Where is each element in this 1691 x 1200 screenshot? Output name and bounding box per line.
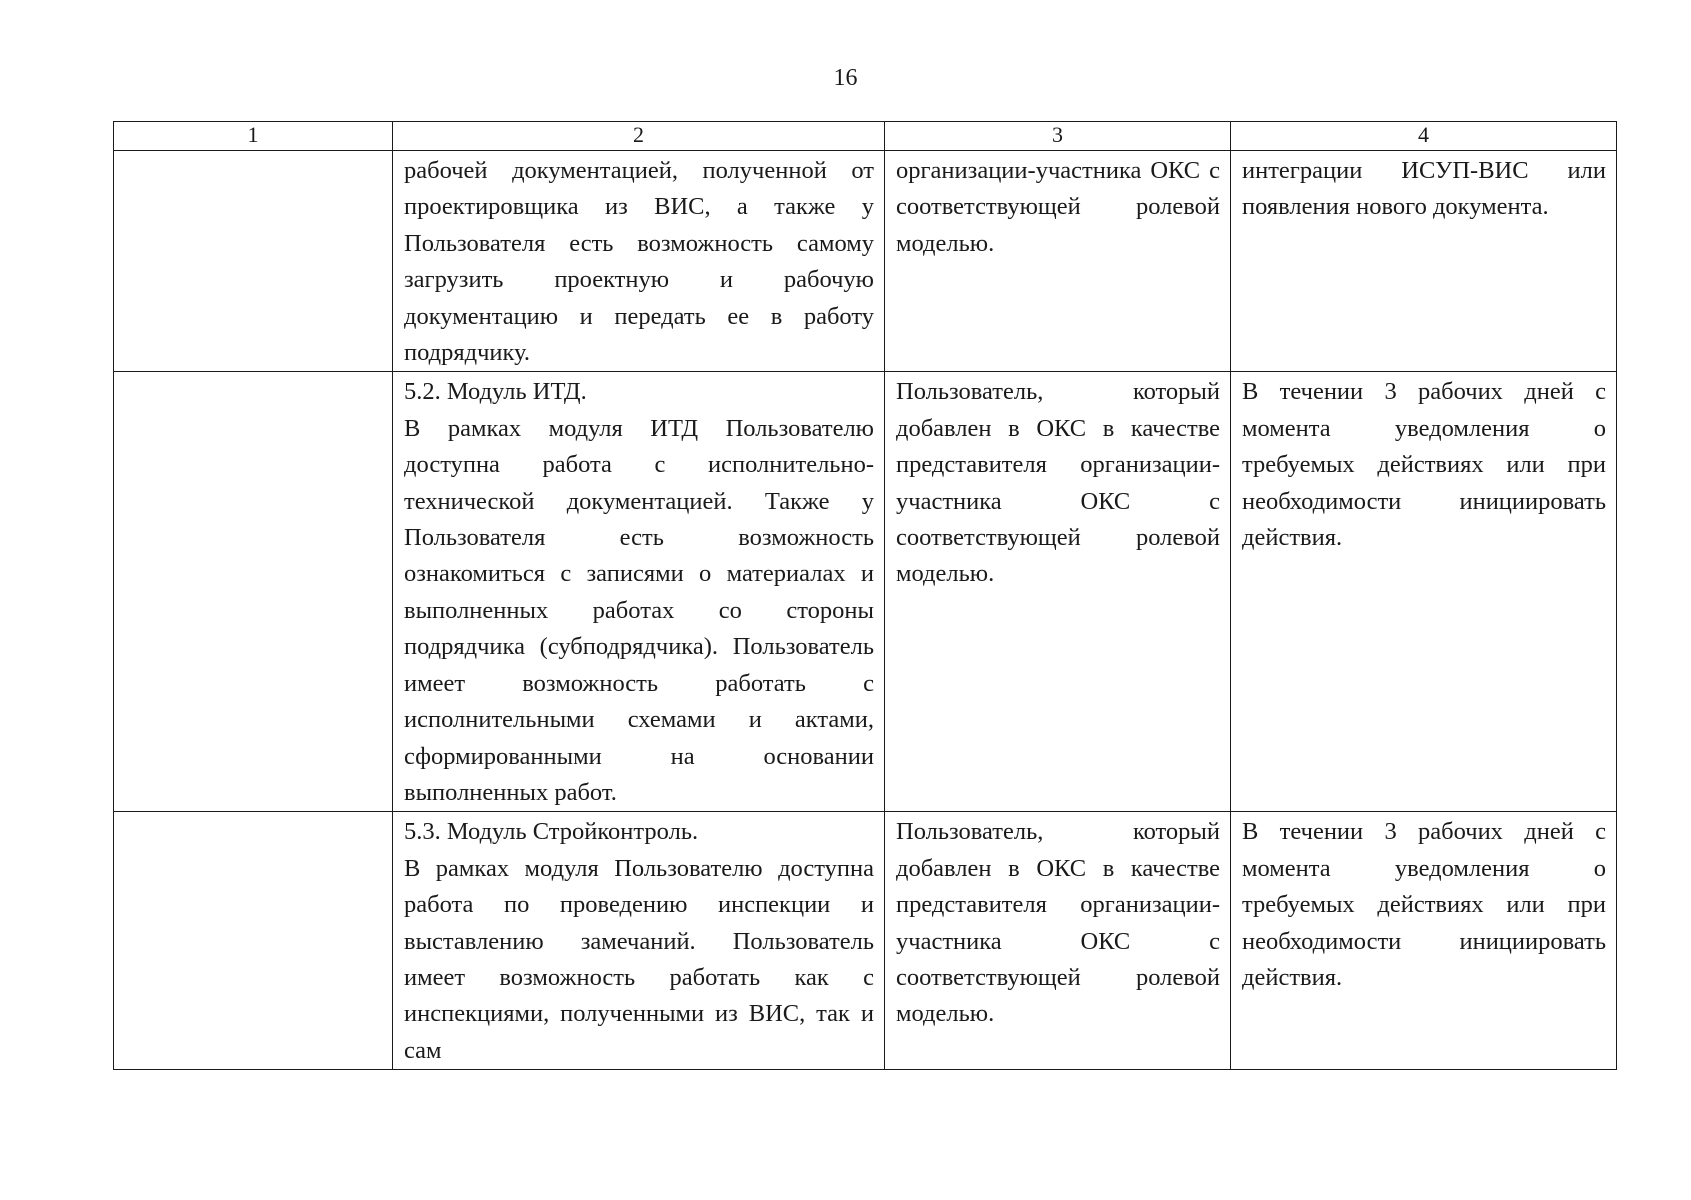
table-cell-col1 — [114, 151, 393, 372]
cell-text: В течении 3 рабочих дней с момента уведомления о требуемых действиях или при необходимости инициировать действия. — [1242, 818, 1606, 992]
column-header-3: 3 — [885, 122, 1231, 151]
cell-text: Пользователь, который добавлен в ОКС в качестве представителя организации-участника ОКС с соответствующей ролевой моделью. — [896, 378, 1220, 588]
table-cell-col4 — [1231, 151, 1617, 372]
table-cell-col1 — [114, 372, 393, 812]
table-row — [114, 372, 1617, 812]
cell-text: организации-участника ОКС с соответствующей ролевой моделью. — [896, 157, 1220, 257]
cell-text: В течении 3 рабочих дней с момента уведомления о требуемых действиях или при необходимости инициировать действия. — [1242, 378, 1606, 552]
table-cell-col3 — [885, 372, 1231, 812]
table-cell-col2 — [393, 151, 885, 372]
table-row — [114, 812, 1617, 1070]
section-heading: 5.3. Модуль Стройконтроль. — [404, 818, 699, 846]
column-header-2: 2 — [393, 122, 885, 151]
table-header-row — [114, 122, 1617, 151]
table-cell-col4 — [1231, 812, 1617, 1070]
cell-text: В рамках модуля ИТД Пользователю доступна работа с исполнительно-технической документацией. Также у Пользователя есть возможность ознакомиться с записями о материалах и выполненных работах со стороны подрядчика (субподрядчика). Пользователь имеет возможность работать с исполнительными схемами и актами, сформированными на основании выполненных работ. — [404, 414, 874, 806]
page-number: 16 — [833, 65, 858, 91]
cell-text: интеграции ИСУП-ВИС или появления нового документа. — [1242, 157, 1606, 221]
column-header-1: 1 — [114, 122, 393, 151]
table-cell-col4 — [1231, 372, 1617, 812]
section-heading: 5.2. Модуль ИТД. — [404, 378, 587, 406]
cell-text: рабочей документацией, полученной от проектировщика из ВИС, а также у Пользователя есть возможность самому загрузить проектную и рабочую документацию и передать ее в работу подрядчику. — [404, 157, 874, 367]
cell-text: Пользователь, который добавлен в ОКС в качестве представителя организации-участника ОКС с соответствующей ролевой моделью. — [896, 818, 1220, 1028]
table-cell-col3 — [885, 151, 1231, 372]
table-cell-col3 — [885, 812, 1231, 1070]
column-header-4: 4 — [1231, 122, 1617, 151]
table-row — [114, 151, 1617, 372]
cell-text: В рамках модуля Пользователю доступна работа по проведению инспекции и выставлению замечаний. Пользователь имеет возможность работать как с инспекциями, полученными из ВИС, так и сам — [404, 854, 874, 1064]
table-cell-col1 — [114, 812, 393, 1070]
table-cell-col2 — [393, 372, 885, 812]
table-cell-col2 — [393, 812, 885, 1070]
requirements-table — [113, 121, 1617, 1070]
